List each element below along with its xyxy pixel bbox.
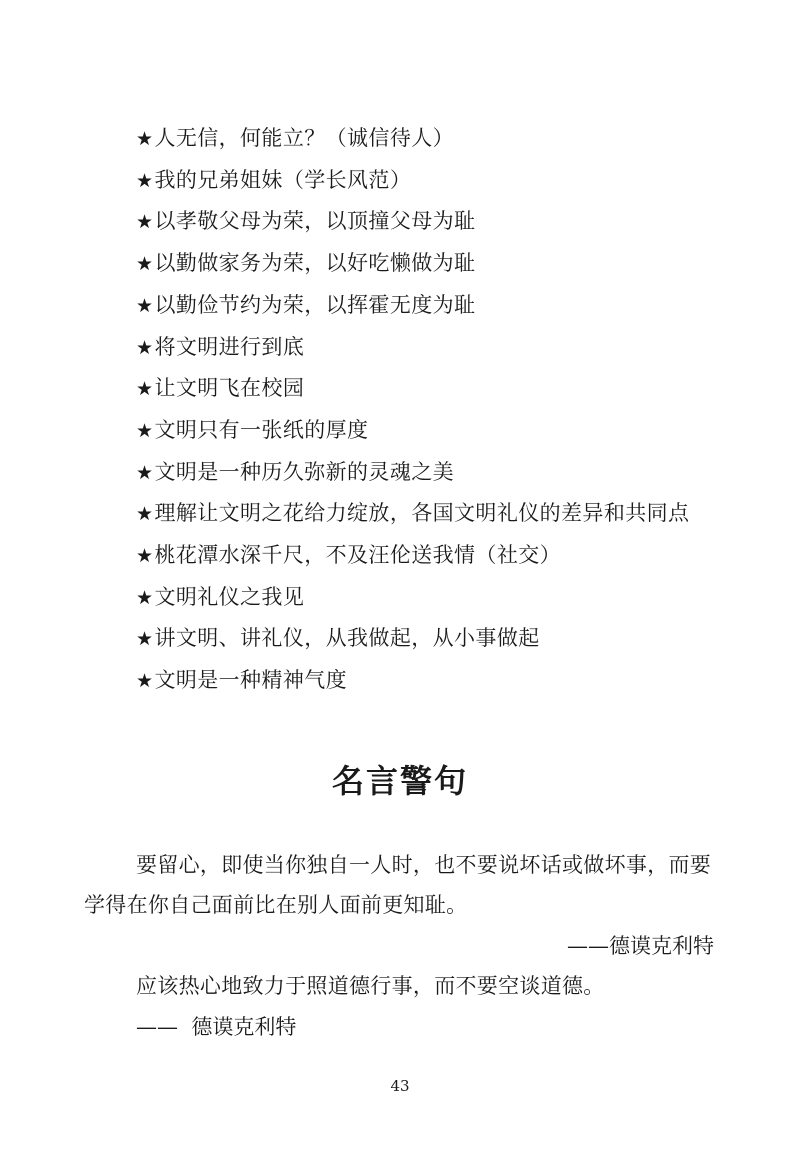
- list-item-text: 讲文明、讲礼仪，从我做起，从小事做起: [154, 626, 540, 651]
- list-item-text: 文明是一种精神气度: [154, 668, 348, 693]
- star-icon: ★: [136, 336, 154, 359]
- list-item-text: 以勤俭节约为荣，以挥霍无度为耻: [154, 292, 476, 317]
- list-item-text: 桃花潭水深千尺，不及汪伦送我情（社交）: [154, 543, 562, 568]
- list-item-text: 以勤做家务为荣，以好吃懒做为耻: [154, 251, 476, 276]
- list-item-text: 我的兄弟姐妹（学长风范）: [154, 167, 412, 192]
- star-icon: ★: [136, 503, 154, 526]
- list-item-text: 文明只有一张纸的厚度: [154, 417, 369, 442]
- quote-attribution: —— 德谟克利特: [136, 1015, 297, 1039]
- list-item-text: 将文明进行到底: [154, 334, 305, 359]
- list-item: [84, 660, 724, 702]
- list-item-text: 以孝敬父母为荣，以顶撞父母为耻: [154, 209, 476, 234]
- section-title: 名言警句: [331, 762, 468, 800]
- star-icon: ★: [136, 128, 154, 150]
- star-icon: ★: [136, 378, 154, 401]
- list-item: [84, 452, 724, 494]
- slogan-list: [84, 118, 724, 702]
- star-icon: ★: [136, 211, 154, 234]
- list-item: [84, 285, 724, 327]
- star-icon: ★: [136, 461, 154, 484]
- quote-attribution: ——德谟克利特: [567, 934, 714, 958]
- list-item: [84, 410, 724, 452]
- quote-text: 应该热心地致力于照道德行事，而不要空谈道德。: [136, 974, 605, 998]
- star-icon: ★: [136, 628, 154, 651]
- star-icon: ★: [136, 670, 154, 693]
- list-item: [84, 118, 724, 160]
- star-icon: ★: [136, 586, 154, 609]
- star-icon: ★: [136, 419, 154, 442]
- list-item: [84, 618, 724, 660]
- list-item: [84, 201, 724, 243]
- list-item: [84, 368, 724, 410]
- list-item-text: 理解让文明之花给力绽放，各国文明礼仪的差异和共同点: [154, 501, 690, 526]
- list-item-text: 文明是一种历久弥新的灵魂之美: [154, 459, 455, 484]
- list-item: [84, 243, 724, 285]
- list-item: [84, 493, 724, 535]
- star-icon: ★: [136, 294, 154, 317]
- list-item-text: 让文明飞在校园: [154, 376, 305, 401]
- star-icon: ★: [136, 545, 154, 568]
- list-item: [84, 160, 724, 202]
- list-item-text: 人无信，何能立？（诚信待人）: [154, 126, 455, 150]
- list-item: [84, 535, 724, 577]
- star-icon: ★: [136, 253, 154, 276]
- quote-text: 要留心，即使当你独自一人时，也不要说坏话或做坏事，而要学得在你自己面前比在别人面前更知耻。: [84, 853, 712, 917]
- list-item: [84, 577, 724, 619]
- list-item: [84, 327, 724, 369]
- page-number: 43: [390, 1077, 410, 1095]
- list-item-text: 文明礼仪之我见: [154, 584, 305, 609]
- star-icon: ★: [136, 169, 154, 192]
